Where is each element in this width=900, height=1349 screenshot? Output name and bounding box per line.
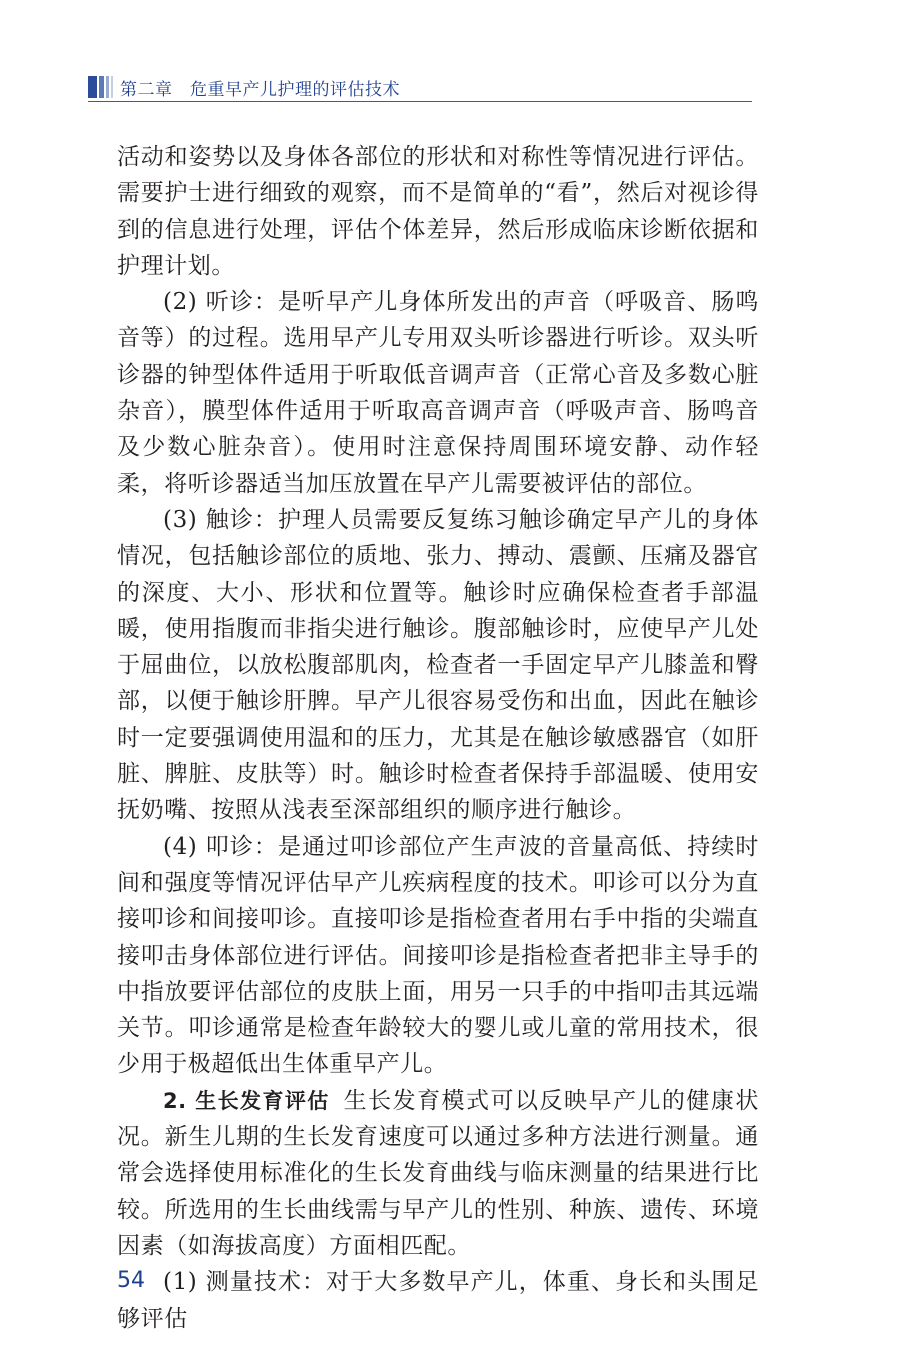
header-decoration	[88, 76, 112, 98]
body-text	[117, 139, 759, 1337]
paragraph-percussion: (4) 叩诊：是通过叩诊部位产生声波的音量高低、持续时间和强度等情况评估早产儿疾病程度的技术。叩诊可以分为直接叩诊和间接叩诊。直接叩诊是指检查者用右手中指的尖端直接叩击身体部位进行评估。间接叩诊是指检查者把非主导手的中指放要评估部位的皮肤上面，用另一只手的中指叩击其远端关节。叩诊通常是检查年龄较大的婴儿或儿童的常用技术，很少用于极超低出生体重早产儿。	[117, 833, 759, 1078]
section-heading: 2. 生长发育评估	[163, 1088, 330, 1113]
chapter-title: 第二章 危重早产儿护理的评估技术	[120, 80, 400, 100]
page-number: 54	[117, 1268, 145, 1293]
paragraph-growth-assessment	[117, 1083, 759, 1264]
paragraph-inspection-continued: 活动和姿势以及身体各部位的形状和对称性等情况进行评估。需要护士进行细致的观察，而不是简单的“看”，然后对视诊得到的信息进行处理，评估个体差异，然后形成临床诊断依据和护理计划。	[117, 144, 759, 279]
paragraph-measurement: (1) 测量技术：对于大多数早产儿，体重、身长和头围足够评估	[117, 1269, 759, 1332]
paragraph-growth-text: 生长发育模式可以反映早产儿的健康状况。新生儿期的生长发育速度可以通过多种方法进行测量。通常会选择使用标准化的生长发育曲线与临床测量的结果进行比较。所选用的生长曲线需与早产儿的性别、种族、遗传、环境因素（如海拔高度）方面相匹配。	[117, 1087, 759, 1259]
header-rule	[88, 101, 752, 102]
running-header	[88, 74, 752, 102]
paragraph-auscultation: (2) 听诊：是听早产儿身体所发出的声音（呼吸音、肠鸣音等）的过程。选用早产儿专用双头听诊器进行听诊。双头听诊器的钟型体件适用于听取低音调声音（正常心音及多数心脏杂音），膜型体件适用于听取高音调声音（呼吸声音、肠鸣音及少数心脏杂音）。使用时注意保持周围环境安静、动作轻柔，将听诊器适当加压放置在早产儿需要被评估的部位。	[117, 289, 759, 497]
paragraph-palpation: (3) 触诊：护理人员需要反复练习触诊确定早产儿的身体情况，包括触诊部位的质地、张力、搏动、震颤、压痛及器官的深度、大小、形状和位置等。触诊时应确保检查者手部温暖，使用指腹而非指尖进行触诊。腹部触诊时，应使早产儿处于屈曲位，以放松腹部肌肉，检查者一手固定早产儿膝盖和臀部，以便于触诊肝脾。早产儿很容易受伤和出血，因此在触诊时一定要强调使用温和的压力，尤其是在触诊敏感器官（如肝脏、脾脏、皮肤等）时。触诊时检查者保持手部温暖、使用安抚奶嘴、按照从浅表至深部组织的顺序进行触诊。	[117, 506, 759, 824]
